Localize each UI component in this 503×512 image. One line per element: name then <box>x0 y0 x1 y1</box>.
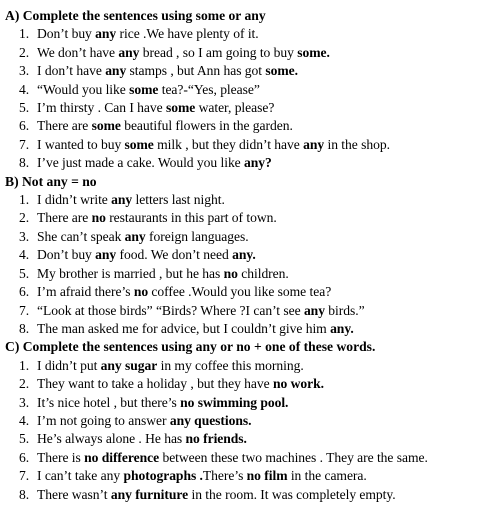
list-item: 1. Don’t buy any rice .We have plenty of it. <box>19 26 259 42</box>
list-item: 3. It’s nice hotel , but there’s no swimming pool. <box>19 394 289 410</box>
section-c-heading: C) Complete the sentences using any or no + one of these words. <box>5 339 376 355</box>
list-item: 5. My brother is married , but he has no children. <box>19 265 289 281</box>
list-item: 6. I’m afraid there’s no coffee .Would you like some tea? <box>19 284 332 300</box>
list-item: 3. I don’t have any stamps , but Ann has got some. <box>19 63 298 79</box>
list-item: 3. She can’t speak any foreign languages. <box>19 228 249 244</box>
list-item: 5. I’m thirsty . Can I have some water, please? <box>19 100 275 116</box>
list-item: 6. There are some beautiful flowers in the garden. <box>19 118 293 134</box>
list-item: 7. “Look at those birds” “Birds? Where ?I can’t see any birds.” <box>19 302 365 318</box>
list-item: 4. “Would you like some tea?-“Yes, please” <box>19 81 260 97</box>
section-a-list <box>5 25 503 172</box>
section-a-heading: A) Complete the sentences using some or any <box>5 8 266 23</box>
list-item: 8. There wasn’t any furniture in the room. It was completely empty. <box>19 486 396 502</box>
section-b-heading: B) Not any = no <box>5 173 97 189</box>
list-item: 8. The man asked me for advice, but I couldn’t give him any. <box>19 320 354 336</box>
list-item: 4. Don’t buy any food. We don’t need any. <box>19 247 256 263</box>
list-item: 6. There is no difference between these two machines . They are the same. <box>19 449 428 465</box>
list-item: 5. He’s always alone . He has no friends. <box>19 431 247 447</box>
section-c-list <box>5 357 503 504</box>
list-item: 7. I can’t take any photographs .There’s no film in the camera. <box>19 468 367 484</box>
list-item: 4. I’m not going to answer any questions. <box>19 412 252 428</box>
list-item: 1. I didn’t write any letters last night. <box>19 192 225 208</box>
list-item: 8. I’ve just made a cake. Would you like any? <box>19 155 272 171</box>
list-item: 7. I wanted to buy some milk , but they didn’t have any in the shop. <box>19 136 390 152</box>
list-item: 2. We don’t have any bread , so I am going to buy some. <box>19 44 330 60</box>
section-b-list <box>5 191 503 338</box>
list-item: 2. They want to take a holiday , but they have no work. <box>19 376 324 392</box>
list-item: 2. There are no restaurants in this part of town. <box>19 210 277 226</box>
list-item: 1. I didn’t put any sugar in my coffee this morning. <box>19 357 304 373</box>
